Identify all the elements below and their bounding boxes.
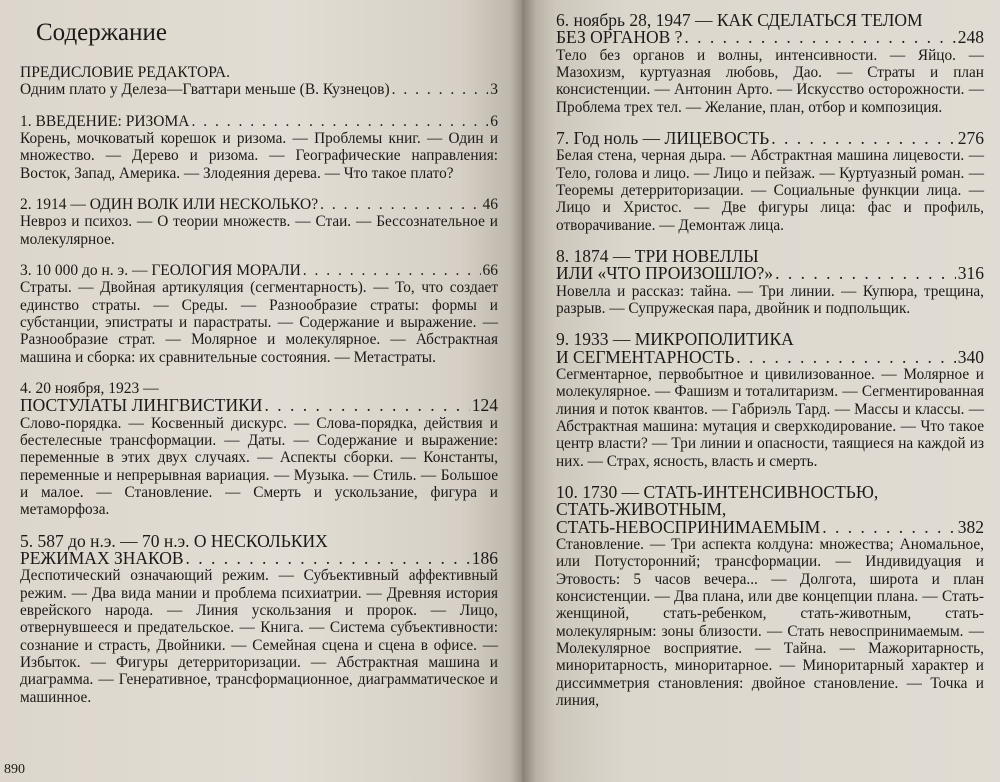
toc-entry-9 <box>556 331 984 470</box>
toc-heading: Содержание <box>36 19 167 46</box>
toc-entry-8 <box>556 245 984 317</box>
toc-entry-3 <box>20 262 498 366</box>
toc-entry-5 <box>20 530 498 706</box>
entry-title: 7. Год ноль — ЛИЦЕВОСТЬ <box>556 127 770 148</box>
entry-subtitle: Одним плато у Делеза—Гваттари меньше (В. Кузнецов) <box>20 81 390 99</box>
entry-description: Становление. — Три аспекта колдуна: множества; Аномальное, или Потусторонний; трансформации. — Индивидуация и Этовость: 5 часов вечера... — Долгота, широта и план консистенции. — Два плана, или две концепции плана. — Стать-женщиной, стать-ребенком, стать-животным, стать-молекулярным: зоны близости. — Стать невоспринимаемым. — Молекулярное восприятие. — Тайна. — Мажоритарность, миноритарность, миноритарное. — Миноритарный характер и диссимметрия становления: двойное становление. — Точка и линия, <box>556 535 984 709</box>
entry-title-line <box>556 29 984 46</box>
entry-description: Корень, мочковатый корешок и ризома. — Проблемы книг. — Один и множество. — Дерево и ризома. — Географические направления: Восток, Запад, Америка. — Злодеяния дерева. — Что такое плато? <box>20 129 498 182</box>
entry-title: СТАТЬ-НЕВОСПРИНИМАЕМЫМ <box>556 516 821 537</box>
entry-pre-line <box>556 331 984 348</box>
dot-leader <box>392 81 489 98</box>
toc-entry-10 <box>556 481 984 709</box>
entry-description: Невроз и психоз. — О теории множеств. — Стаи. — Бессознательное и молекулярное. <box>20 213 498 248</box>
toc-entry-6 <box>556 12 984 116</box>
dot-leader <box>320 196 480 213</box>
dot-leader <box>684 29 955 46</box>
page-number: 248 <box>957 27 984 48</box>
page-number: 316 <box>957 263 984 284</box>
entry-title: 2. 1914 — ОДИН ВОЛК ИЛИ НЕСКОЛЬКО? <box>20 195 319 213</box>
entry-date: 5. 587 до н.э. — 70 н.э. О НЕСКОЛЬКИХ <box>20 530 328 551</box>
book-gutter <box>510 0 536 782</box>
page-number: 3 <box>490 81 498 99</box>
entry-date: 8. 1874 — ТРИ НОВЕЛЛЫ <box>556 245 759 266</box>
entry-description: Слово-порядка. — Косвенный дискурс. — Слова-порядка, действия и бестелесные трансформации. — Даты. — Содержание и выражение: переменные в этих двух случаях. — Аспекты сборки. — Константы, переменные и непрерывная вариация. — Музыка. — Стиль. — Большое и малое. — Становление. — Смерть и ускользание, фигура и метаморфоза. <box>20 414 498 519</box>
entry-description: Новелла и рассказ: тайна. — Три линии. — Купюра, трещина, разрыв. — Супружеская пара, двойник и подпольщик. <box>556 282 984 317</box>
entry-title: 1. ВВЕДЕНИЕ: РИЗОМА <box>20 112 190 130</box>
page-number: 186 <box>471 547 498 568</box>
entry-description: Тело без органов и волны, интенсивности. — Яйцо. — Мазохизм, куртуазная любовь, Дао. — Страты и план консистенции. — Антонин Арто. — Искусство осторожности. — Проблема трех тел. — Желание, план, отбор и композиция. <box>556 46 984 116</box>
page-number: 6 <box>490 112 498 130</box>
dot-leader <box>736 349 956 366</box>
entry-title: 3. 10 000 до н. э. — ГЕОЛОГИЯ МОРАЛИ <box>20 261 301 279</box>
page-number: 46 <box>482 195 498 213</box>
entry-description: Страты. — Двойная артикуляция (сегментарность). — То, что создает единство страты. — Среды. — Разнообразие страты: формы и субстанции, эпистраты и парастраты. — Содержание и выражение. — Разнообразие страт. — Молярное и молекулярное. — Абстрактная машина и сборка: их сравнительные состояния. — Метастраты. <box>20 279 498 366</box>
entry-title: РЕЖИМАХ ЗНАКОВ <box>20 547 184 568</box>
entry-title: ПРЕДИСЛОВИЕ РЕДАКТОРА. <box>20 64 230 81</box>
entry-title-line <box>20 397 498 414</box>
dot-leader <box>264 397 469 414</box>
toc-entry-4 <box>20 380 498 519</box>
entry-title-line <box>20 113 498 130</box>
entry-description: Белая стена, черная дыра. — Абстрактная машина лицевости. — Тело, голова и лицо. — Лицо и пейзаж. — Куртуазный роман. — Теоремы детерриторизации. — Социальные функции лица. — Лицо и Христос. — Две фигуры лица: фас и профиль, отворачивание. — Демонтаж лица. <box>556 147 984 234</box>
entry-title-line <box>556 127 984 148</box>
entry-date: 4. 20 ноября, 1923 — <box>20 379 159 397</box>
entry-title-part: СТАТЬ-ЖИВОТНЫМ, <box>556 499 727 520</box>
dot-leader <box>822 519 956 536</box>
entry-pre-line-2 <box>556 501 984 518</box>
toc-entry-2 <box>20 196 498 248</box>
toc-entry-1 <box>20 113 498 182</box>
entry-title-line <box>20 262 498 279</box>
entry-title: И СЕГМЕНТАРНОСТЬ <box>556 346 735 367</box>
dot-leader <box>186 550 470 567</box>
entry-title-line <box>20 547 498 568</box>
entry-title-line <box>20 81 498 98</box>
dot-leader <box>771 130 956 147</box>
right-page <box>522 0 1000 782</box>
entry-title: ИЛИ «ЧТО ПРОИЗОШЛО?» <box>556 263 774 284</box>
entry-title-line <box>20 196 498 213</box>
toc-entry-preface <box>20 64 498 99</box>
entry-date: 10. 1730 — СТАТЬ-ИНТЕНСИВНОСТЬЮ, <box>556 481 879 502</box>
page-number: 66 <box>482 261 498 279</box>
dot-leader <box>303 262 481 279</box>
page-number: 382 <box>957 516 984 537</box>
entry-description: Деспотический означающий режим. — Субъективный аффективный режим. — Два вида мании и проблема психиатрии. — Древняя история еврейского народа. — Линия ускользания и пророк. — Лицо, отвернувшееся и предательское. — Книга. — Система субъективности: сознание и страсть, Двойники. — Семейная сцена и сцена в офисе. — Избыток. — Фигуры детерриторизации. — Абстрактная машина и диаграмма. — Генеративное, трансформационное, диаграмматическое и машинное. <box>20 567 498 706</box>
entry-title: ПОСТУЛАТЫ ЛИНГВИСТИКИ <box>20 395 263 416</box>
entry-title: БЕЗ ОРГАНОВ ? <box>556 27 683 48</box>
entry-title-line <box>556 346 984 367</box>
dot-leader <box>775 265 956 282</box>
page-number: 276 <box>957 127 984 148</box>
page-number: 340 <box>957 346 984 367</box>
entry-title-line <box>556 516 984 537</box>
entry-description: Сегментарное, первобытное и цивилизованное. — Молярное и молекулярное. — Фашизм и тоталитаризм. — Сегментированная линия и поток квантов. — Габриэль Тард. — Массы и классы. — Абстрактная машина: мутация и сверхкодирование. — Что такое центр власти? — Три линии и опасности, таящиеся на каждой из них. — Страх, ясность, власть и смерть. <box>556 365 984 470</box>
entry-title-line <box>20 64 498 81</box>
entry-date: 6. ноябрь 28, 1947 — КАК СДЕЛАТЬСЯ ТЕЛОМ <box>556 10 923 30</box>
entry-title-line <box>556 265 984 282</box>
dot-leader <box>191 113 488 130</box>
page-number: 124 <box>471 395 498 416</box>
entry-date: 9. 1933 — МИКРОПОЛИТИКА <box>556 329 794 350</box>
toc-entry-7 <box>556 127 984 234</box>
page-folio: 890 <box>4 762 25 777</box>
